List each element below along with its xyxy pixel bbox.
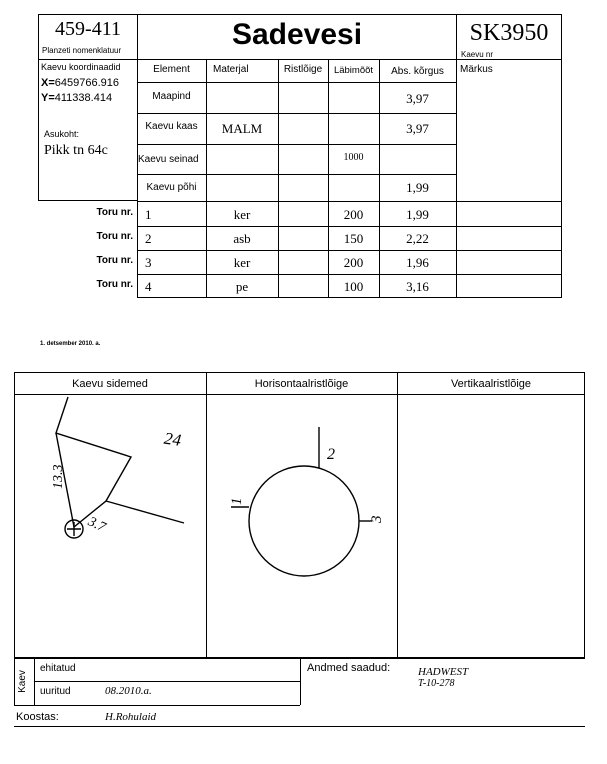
ties-sketch — [14, 395, 206, 657]
pipe-diameter: 200 — [343, 255, 364, 270]
pipe-label: Toru nr. — [96, 255, 133, 266]
coordinate-x-label: X= — [41, 77, 55, 89]
pipe-mark-1: 1 — [229, 497, 245, 505]
source-line-1: HADWEST — [418, 666, 469, 678]
nomenclature-number: 459-411 — [55, 18, 121, 40]
pipe-label: Toru nr. — [96, 207, 133, 218]
source-line-2: T-10-278 — [418, 678, 455, 689]
col-header-material: Materjal — [213, 64, 249, 75]
pipe-material: asb — [233, 231, 251, 246]
row-element-cover: Kaevu kaas — [145, 121, 198, 132]
col-header-element: Element — [153, 64, 190, 75]
pipe-label: Toru nr. — [96, 231, 133, 242]
pipe-label: Toru nr. — [96, 279, 133, 290]
pipe-mark-2: 2 — [327, 446, 335, 463]
pipe-diameter: 100 — [343, 279, 364, 294]
col-header-cross: Ristlõige — [283, 64, 323, 75]
panel-title-vertical: Vertikaalristlõige — [450, 378, 532, 390]
document-title: Sadevesi — [231, 18, 363, 51]
coordinate-y-value: 411338.414 — [54, 92, 113, 104]
date-note: 1. detsember 2010. a. — [40, 341, 101, 347]
row-ground-elevation: 3,97 — [406, 91, 429, 106]
pipe-elevation: 1,99 — [406, 207, 429, 222]
coordinate-y-label: Y= — [41, 92, 55, 104]
source-label: Andmed saadud: — [307, 662, 391, 674]
pipe-material: ker — [233, 207, 251, 222]
author-value: H.Rohulaid — [105, 711, 157, 723]
pipe-number: 4 — [145, 279, 152, 294]
row-cover-material: MALM — [221, 121, 263, 136]
built-label: ehitatud — [40, 663, 76, 674]
pipe-material: ker — [233, 255, 251, 270]
inspected-value: 08.2010.a. — [105, 685, 152, 697]
col-header-diameter: Läbimõõt — [333, 65, 374, 76]
pipe-number: 2 — [145, 231, 152, 246]
pipe-diameter: 200 — [343, 207, 364, 222]
row-element-ground: Maapind — [152, 91, 191, 102]
tie-distance-3-7: 3.7 — [85, 514, 108, 536]
row-element-bottom: Kaevu põhi — [146, 182, 197, 193]
well-number: SK3950 — [469, 20, 549, 46]
row-walls-diameter: 1000 — [343, 152, 364, 163]
horizontal-section-sketch — [207, 395, 397, 657]
coordinates-label: Kaevu koordinaadid — [41, 62, 121, 72]
pipe-number: 3 — [145, 255, 152, 270]
pipe-elevation: 1,96 — [406, 255, 429, 270]
col-header-remarks: Märkus — [460, 64, 493, 75]
pipe-elevation: 3,16 — [406, 279, 429, 294]
row-element-walls: Kaevu seinad — [138, 154, 199, 165]
pipe-diameter: 150 — [343, 231, 364, 246]
row-cover-elevation: 3,97 — [406, 121, 429, 136]
col-header-elevation: Abs. kõrgus — [391, 66, 444, 77]
pipe-material: pe — [235, 279, 249, 294]
well-number-label: Kaevu nr — [461, 50, 494, 59]
coordinate-x-value: 6459766.916 — [54, 77, 119, 89]
location-label: Asukoht: — [44, 129, 80, 139]
author-label: Koostas: — [16, 711, 59, 723]
pipe-mark-3: 3 — [369, 515, 385, 523]
pipe-elevation: 2,22 — [406, 231, 429, 246]
pipe-number: 1 — [145, 207, 152, 222]
panel-title-horizontal: Horisontaalristlõige — [254, 378, 349, 390]
tie-distance-24: 24 — [162, 428, 183, 450]
coordinate-y — [41, 92, 112, 104]
nomenclature-label: Planzeti nomenklatuur — [42, 46, 122, 55]
coordinate-x — [41, 77, 119, 89]
location-value: Pikk tn 64c — [44, 143, 108, 158]
tie-distance-13-3: 13.3 — [51, 464, 66, 489]
well-side-label: Kaev — [16, 670, 28, 693]
row-bottom-elevation: 1,99 — [406, 180, 429, 195]
inspected-label: uuritud — [40, 686, 71, 697]
panel-title-ties: Kaevu sidemed — [72, 378, 148, 390]
